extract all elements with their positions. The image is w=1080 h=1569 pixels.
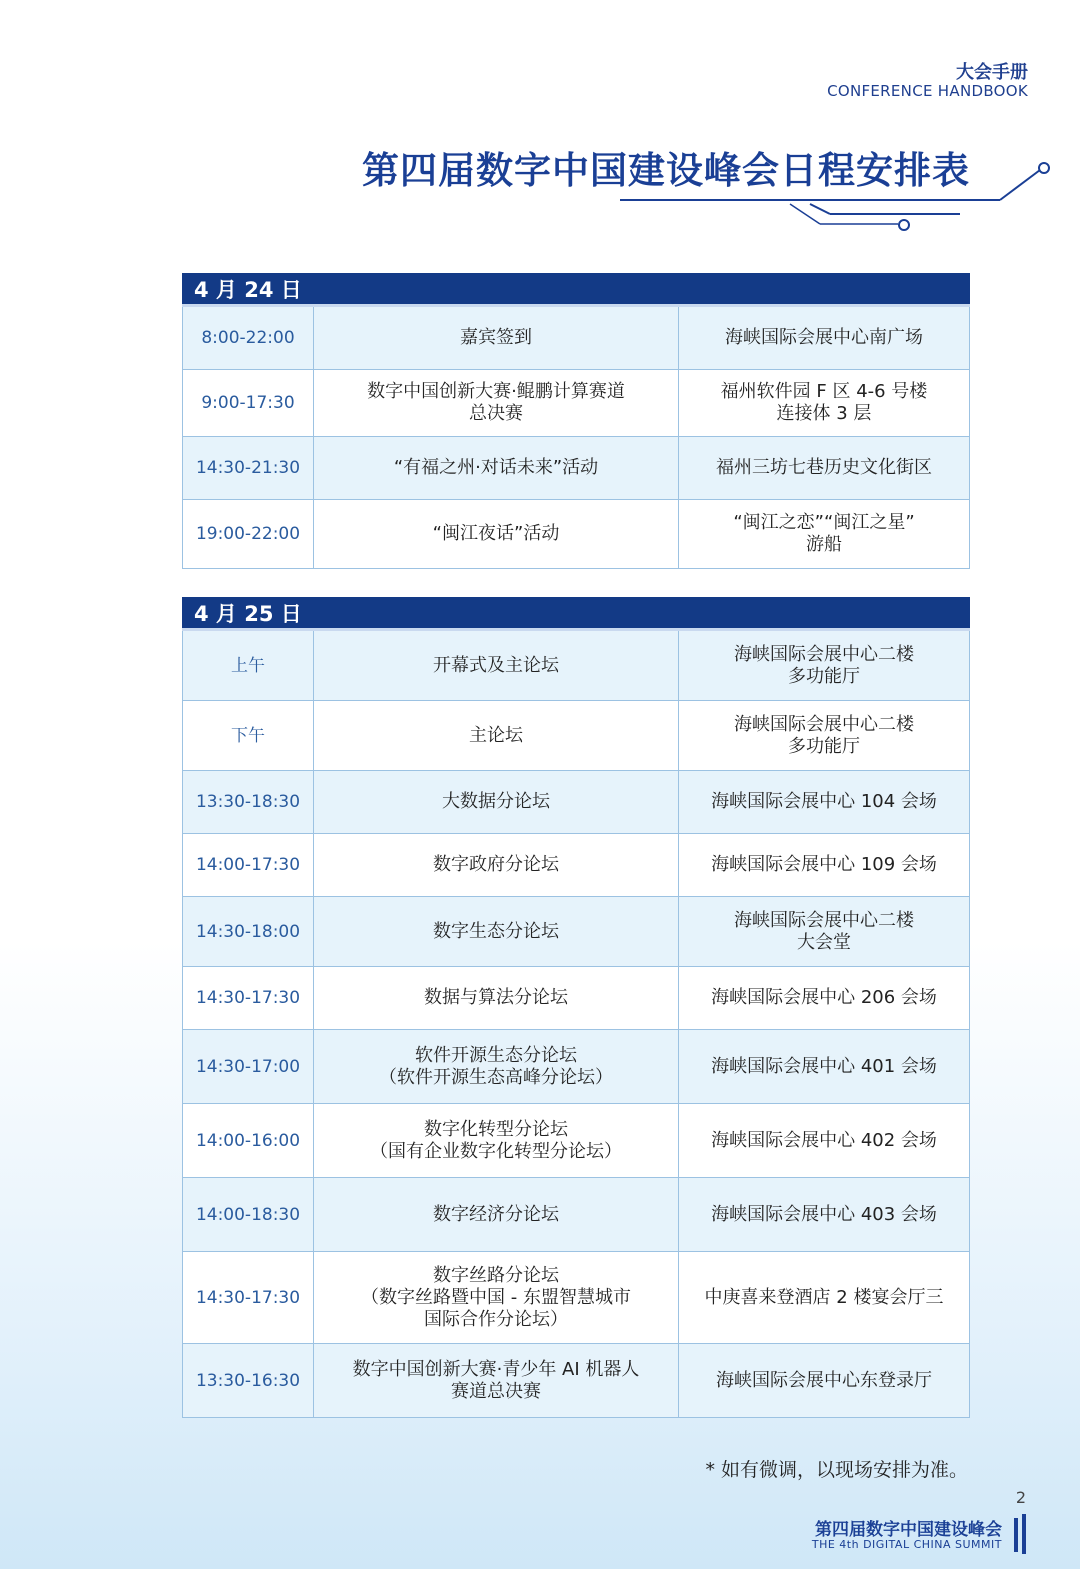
schedule-place: 海峡国际会展中心南广场 (725, 327, 923, 348)
schedule-row (183, 1104, 969, 1178)
schedule-event: 数字生态分论坛 (314, 897, 679, 966)
schedule-place: 福州软件园 F 区 4-6 号楼 连接体 3 层 (720, 381, 928, 424)
day-table-0424 (182, 273, 970, 569)
schedule-event: 数字中国创新大赛·鲲鹏计算赛道 总决赛 (314, 370, 679, 436)
schedule-row (183, 1344, 969, 1418)
schedule-place: 海峡国际会展中心二楼 多功能厅 (734, 643, 914, 687)
page-title: 第四届数字中国建设峰会日程安排表 (362, 149, 970, 192)
page-number: 2 (1015, 1488, 1026, 1507)
schedule-event: 数字政府分论坛 (314, 834, 679, 896)
schedule-time: 14:00-17:30 (183, 834, 314, 896)
schedule-row (183, 834, 969, 897)
schedule-place: 海峡国际会展中心东登录厅 (716, 1369, 932, 1391)
schedule-time: 14:30-17:00 (183, 1030, 314, 1103)
schedule-place: 海峡国际会展中心 109 会场 (711, 854, 937, 875)
schedule-event: “有福之州·对话未来”活动 (314, 437, 679, 499)
schedule-row (183, 500, 969, 569)
schedule-time: 14:30-21:30 (183, 437, 314, 499)
schedule-row (183, 967, 969, 1030)
schedule-time: 14:30-18:00 (183, 897, 314, 966)
day-table-0425 (182, 597, 970, 1418)
schedule-place: 福州三坊七巷历史文化街区 (716, 457, 932, 478)
footer-title-cn: 第四届数字中国建设峰会 (815, 1520, 1002, 1540)
handbook-label-en: CONFERENCE HANDBOOK (827, 82, 1028, 100)
schedule-time: 上午 (183, 631, 314, 700)
schedule-time: 9:00-17:30 (183, 370, 314, 436)
schedule-time: 14:00-16:00 (183, 1104, 314, 1177)
schedule-row (183, 631, 969, 701)
schedule-event: 数字化转型分论坛 （国有企业数字化转型分论坛） (314, 1104, 679, 1177)
schedule-event: 数字中国创新大赛·青少年 AI 机器人 赛道总决赛 (314, 1344, 679, 1417)
schedule-time: 下午 (183, 701, 314, 770)
schedule-place: 海峡国际会展中心二楼 大会堂 (734, 909, 914, 953)
schedule-event: 嘉宾签到 (314, 307, 679, 369)
schedule-place: 海峡国际会展中心 401 会场 (711, 1055, 937, 1077)
schedule-place: 海峡国际会展中心 402 会场 (711, 1129, 937, 1151)
schedule-event: 开幕式及主论坛 (314, 631, 679, 700)
schedule-time: 8:00-22:00 (183, 307, 314, 369)
schedule-row (183, 437, 969, 500)
schedule-event: 大数据分论坛 (314, 771, 679, 833)
schedule-row (183, 897, 969, 967)
schedule-event: “闽江夜话”活动 (314, 500, 679, 568)
schedule-event: 主论坛 (314, 701, 679, 770)
summit-logo-icon (1012, 1514, 1030, 1554)
schedule-time: 13:30-18:30 (183, 771, 314, 833)
schedule-row (183, 1178, 969, 1252)
handbook-label-cn: 大会手册 (956, 62, 1028, 83)
schedule-event: 软件开源生态分论坛 （软件开源生态高峰分论坛） (314, 1030, 679, 1103)
schedule-place: 海峡国际会展中心二楼 多功能厅 (734, 713, 914, 757)
schedule-place: 中庚喜来登酒店 2 楼宴会厅三 (704, 1286, 944, 1308)
schedule-place: 海峡国际会展中心 104 会场 (711, 791, 937, 812)
schedule-event: 数据与算法分论坛 (314, 967, 679, 1029)
schedule-time: 14:30-17:30 (183, 1252, 314, 1343)
schedule-time: 14:00-18:30 (183, 1178, 314, 1251)
schedule-row (183, 1252, 969, 1344)
schedule-row (183, 307, 969, 370)
day-header: 4 月 25 日 (182, 597, 970, 631)
circuit-decoration-icon (620, 150, 1060, 240)
schedule-place: 海峡国际会展中心 206 会场 (711, 987, 937, 1008)
schedule-time: 19:00-22:00 (183, 500, 314, 568)
schedule-row (183, 370, 969, 437)
schedule-event: 数字经济分论坛 (314, 1178, 679, 1251)
footer-title-en: THE 4th DIGITAL CHINA SUMMIT (811, 1538, 1002, 1551)
schedule-row (183, 771, 969, 834)
schedule-time: 14:30-17:30 (183, 967, 314, 1029)
schedule-place: 海峡国际会展中心 403 会场 (711, 1203, 937, 1225)
day-header: 4 月 24 日 (182, 273, 970, 307)
adjustment-note: * 如有微调，以现场安排为准。 (705, 1459, 968, 1481)
schedule-row (183, 1030, 969, 1104)
schedule-place: “闽江之恋”“闽江之星” 游船 (733, 512, 915, 555)
schedule-event: 数字丝路分论坛 （数字丝路暨中国 - 东盟智慧城市 国际合作分论坛） (314, 1252, 679, 1343)
schedule-time: 13:30-16:30 (183, 1344, 314, 1417)
schedule-row (183, 701, 969, 771)
